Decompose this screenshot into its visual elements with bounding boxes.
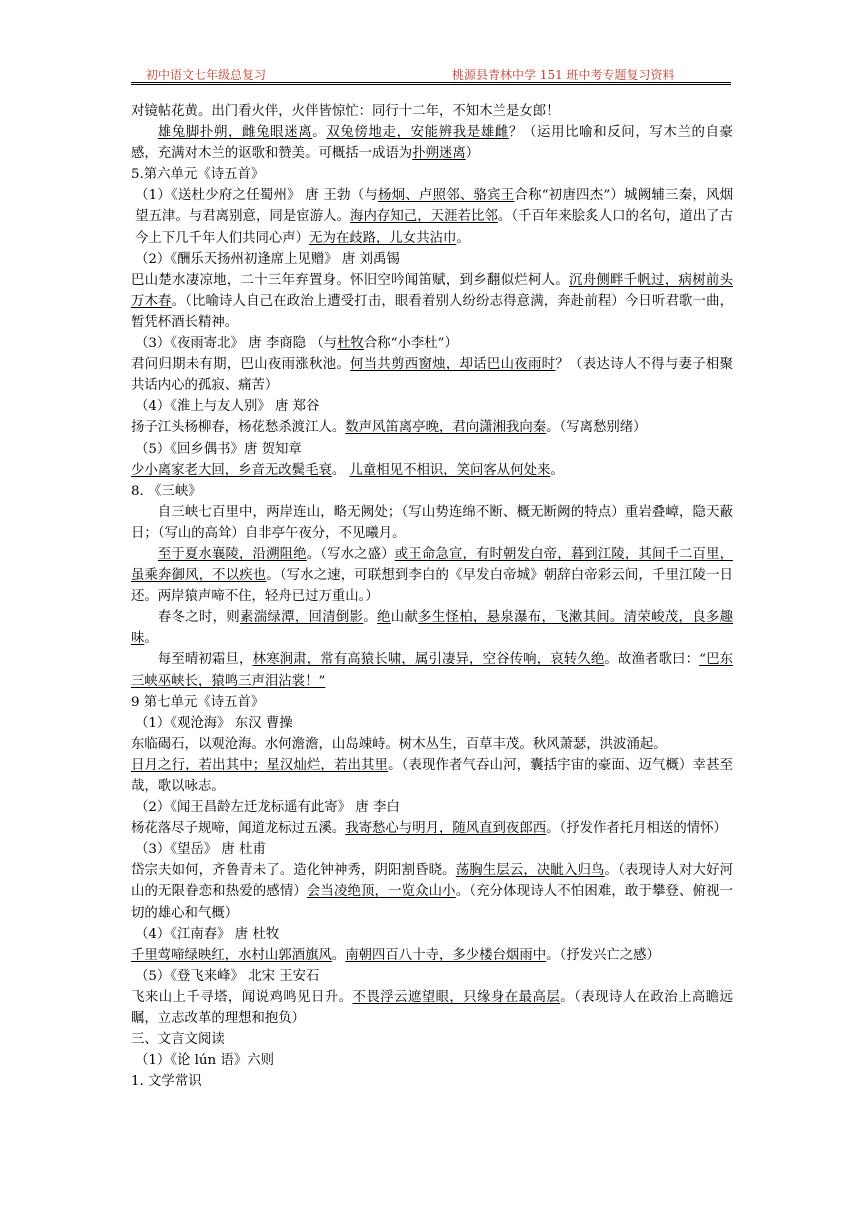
text-span: （3）《望岳》 唐 杜甫 xyxy=(135,842,266,858)
text-span: 扬子江头杨柳春，杨花愁杀渡江人。 xyxy=(131,420,346,436)
underlined-text: 无为在歧路，儿女共沾巾 xyxy=(309,230,457,246)
document-body xyxy=(131,101,733,1092)
underlined-text: 绝 xyxy=(377,610,391,626)
underlined-text: 雄兔脚扑朔，雌兔眼迷离 xyxy=(157,125,313,141)
underlined-text: 少小离家老大回，乡音无改鬓毛衰 xyxy=(131,462,332,478)
header-rule-secondary xyxy=(131,84,731,85)
text-span: 。（千百年来脍炙人口的名句，道出了古今上下几千年人们共同心声） xyxy=(135,209,733,246)
text-span: 5.第六单元《诗五首》 xyxy=(131,167,265,183)
text-paragraph xyxy=(131,649,733,691)
text-paragraph xyxy=(131,945,733,966)
underlined-text: 海内存知己，天涯若比邻 xyxy=(350,209,498,225)
text-paragraph xyxy=(131,818,733,839)
underlined-text: 杨炯、卢照邻、骆宾王 xyxy=(378,188,515,204)
text-paragraph xyxy=(131,924,733,945)
text-paragraph xyxy=(131,354,733,396)
text-span: （1）《送杜少府之任蜀州》 唐 王勃（与 xyxy=(135,188,378,204)
text-span: 飞来山上千寻塔，闻说鸡鸣见日升。 xyxy=(131,989,353,1005)
text-span: 春冬之时，则 xyxy=(157,610,241,626)
underlined-text: 千里莺啼绿映红，水村山郭酒旗风 xyxy=(131,947,332,963)
text-span: 。（表现诗人在政治上高瞻远瞩，立志改革的理想和抱负） xyxy=(131,989,734,1027)
text-span: （1）《论 lún 语》六则 xyxy=(135,1053,274,1069)
underlined-text: 儿童相见不相识，笑问客从何处来 xyxy=(349,462,551,478)
text-span: （2）《酬乐天扬州初逢席上见赠》 唐 刘禹锡 xyxy=(135,251,400,267)
text-span: 。（充分体现诗人不怕困难，敢于攀登、俯视一切的雄心和气概） xyxy=(131,884,733,921)
text-span: 自三峡七百里中，两岸连山，略无阙处；（写山势连绵不断、概无断阙的特点）重岩叠嶂，隐天蔽日；（写山的高耸）自非亭午夜分，不见曦月。 xyxy=(131,504,733,541)
text-paragraph xyxy=(131,734,733,755)
text-span: 合称“小李杜”） xyxy=(363,336,458,352)
text-span: 岱宗夫如何，齐鲁青未了。造化钟神秀，阴阳割昏晓。 xyxy=(131,863,456,879)
text-span: 8. 《三峡》 xyxy=(131,483,202,499)
text-span: （5）《登飞来峰》 北宋 王安石 xyxy=(135,968,320,984)
text-span: （4）《江南春》 唐 杜牧 xyxy=(135,926,280,942)
text-paragraph xyxy=(131,396,733,417)
underlined-text: 何当共剪西窗烛，却话巴山夜雨时 xyxy=(350,357,556,373)
text-paragraph xyxy=(131,270,733,333)
text-paragraph xyxy=(131,460,733,481)
text-paragraph xyxy=(131,185,733,248)
text-span: 每至晴初霜旦， xyxy=(157,652,253,668)
text-span: 1. 文学常识 xyxy=(131,1074,202,1090)
header-left-title: 初中语文七年级总复习 xyxy=(146,68,267,82)
text-span: 。 xyxy=(456,230,470,246)
text-span: 9 第七单元《诗五首》 xyxy=(131,694,265,710)
text-span: 杨花落尽子规啼，闻道龙标过五溪。 xyxy=(131,821,346,837)
underlined-text: 扑朔迷离 xyxy=(412,146,466,162)
text-paragraph xyxy=(131,333,733,354)
text-span: ） xyxy=(465,146,480,162)
text-span: 。（写水之速，可联想到李白的《早发白帝城》朝辞白帝彩云间，千里江陵一日还。两岸猿声啼不住，轻舟已过万重山。） xyxy=(131,568,733,605)
text-span: 合称“初唐四杰”）城阙辅三秦，风烟望五津。与君离别意，同是宦游人。 xyxy=(135,188,733,225)
text-paragraph xyxy=(131,502,733,544)
underlined-text: 杜牧 xyxy=(337,336,364,352)
text-span: 。 xyxy=(363,610,378,626)
text-paragraph xyxy=(131,839,733,860)
text-span: ？（运用比喻和反问，写木兰的自豪感，充满对木兰的讴歌和赞美。可概括一成语为 xyxy=(131,125,734,162)
underlined-text: 数声风笛离亭晚，君向潇湘我向秦 xyxy=(345,420,547,436)
underlined-text: 至于夏水襄陵，沿溯阻绝 xyxy=(157,546,307,562)
text-paragraph xyxy=(131,1050,733,1071)
text-paragraph xyxy=(131,713,733,734)
text-span: 。（比喻诗人自己在政治上遭受打击，眼看着别人纷纷志得意满，奔赴前程）今日听君歌一曲，暂凭杯酒长精神。 xyxy=(131,293,734,330)
underlined-text: 南朝四百八十寺，多少楼台烟雨中 xyxy=(345,947,547,963)
text-span: 。故渔者歌曰： xyxy=(604,652,700,668)
underlined-text: 林寒涧肃，常有高猿长啸，属引凄异，空谷传响，哀转久绝 xyxy=(252,652,605,668)
text-paragraph xyxy=(131,692,733,713)
text-span: （4）《淮上与友人别》 唐 郑谷 xyxy=(135,399,320,415)
text-span: 。 xyxy=(331,462,350,478)
text-paragraph xyxy=(131,101,733,122)
underlined-text: 不畏浮云遮望眼，只缘身在最高层 xyxy=(352,989,561,1005)
underlined-text: 素湍绿潭，回清倒影 xyxy=(240,610,364,626)
text-paragraph xyxy=(131,755,733,797)
text-paragraph xyxy=(131,417,733,438)
header-right-title: 桃源县青林中学 151 班中考专题复习资料 xyxy=(452,68,675,82)
underlined-text: 我寄愁心与明月，随风直到夜郎西 xyxy=(345,821,547,837)
underlined-text: 或王命急宣，有时朝发白帝，暮到江陵，其间千二百里，虽乘奔御风，不以疾也 xyxy=(131,546,734,584)
underlined-text: 双兔傍地走，安能辨我是雄雌 xyxy=(326,125,509,141)
underlined-text: 沉舟侧畔千帆过，病树前头万木春 xyxy=(131,272,734,309)
underlined-text: 多生怪柏，悬泉瀑布，飞漱其间。清荣峻茂，良多趣味 xyxy=(131,610,734,647)
text-span: 三、文言文阅读 xyxy=(131,1032,225,1048)
text-paragraph xyxy=(131,966,733,987)
text-paragraph xyxy=(131,439,733,460)
text-span: （3）《夜雨寄北》 唐 李商隐 （与 xyxy=(135,336,338,352)
text-paragraph xyxy=(131,122,733,164)
text-span: 。 xyxy=(331,947,346,963)
text-span: 山献 xyxy=(390,610,419,626)
text-span: 。 xyxy=(312,125,327,141)
underlined-text: 日月之行，若出其中；星汉灿烂，若出其里 xyxy=(131,757,389,773)
text-paragraph xyxy=(131,987,733,1029)
text-span: 。（写离愁别绪） xyxy=(546,420,647,436)
text-span: ？（表达诗人不得与妻子相聚共话内心的孤寂、痛苦） xyxy=(131,357,734,394)
underlined-text: “巴东三峡巫峡长，猿鸣三声泪沾裳！” xyxy=(131,652,734,689)
text-paragraph xyxy=(131,797,733,818)
text-span: 。（表现作者气吞山河，囊括宇宙的豪面、迈气概）幸甚至哉，歌以咏志。 xyxy=(131,757,733,794)
text-span: （2）《闻王昌龄左迁龙标遥有此寄》 唐 李白 xyxy=(135,800,400,816)
text-paragraph xyxy=(131,164,733,185)
text-paragraph xyxy=(131,481,733,502)
text-span: （5）《回乡偶书》唐 贺知章 xyxy=(135,441,302,457)
text-span: 东临碣石，以观沧海。水何澹澹，山岛竦峙。树木丛生，百草丰茂。秋风萧瑟，洪波涌起。 xyxy=(131,736,667,752)
text-paragraph xyxy=(131,607,733,649)
text-paragraph xyxy=(131,860,733,923)
text-span: 。（抒发作者托月相送的情怀） xyxy=(546,821,727,837)
header-rule xyxy=(131,82,731,83)
text-paragraph xyxy=(131,249,733,270)
text-paragraph xyxy=(131,1071,733,1092)
text-span: 对镜帖花黄。出门看火伴，火伴皆惊忙：同行十二年，不知木兰是女郎！ xyxy=(131,104,560,119)
underlined-text: 荡胸生层云，决眦入归鸟 xyxy=(455,863,605,879)
text-span: 。 xyxy=(550,462,564,478)
text-span: 巴山楚水凄凉地，二十三年弃置身。怀旧空吟闻笛赋，到乡翻似烂柯人。 xyxy=(131,272,570,288)
text-span: 。（写水之盛） xyxy=(306,546,395,562)
text-span: 。（抒发兴亡之感） xyxy=(546,947,660,963)
underlined-text: 会当凌绝顶，一览众山小 xyxy=(306,884,456,900)
text-span: 。（表现诗人对大好河山的无限眷恋和热爱的感情） xyxy=(131,863,734,900)
text-paragraph xyxy=(131,544,733,607)
text-span: （1）《观沧海》 东汉 曹操 xyxy=(135,715,293,731)
text-span: 。 xyxy=(144,631,158,647)
text-span: 君问归期未有期，巴山夜雨涨秋池。 xyxy=(131,357,351,373)
text-paragraph xyxy=(131,1029,733,1050)
